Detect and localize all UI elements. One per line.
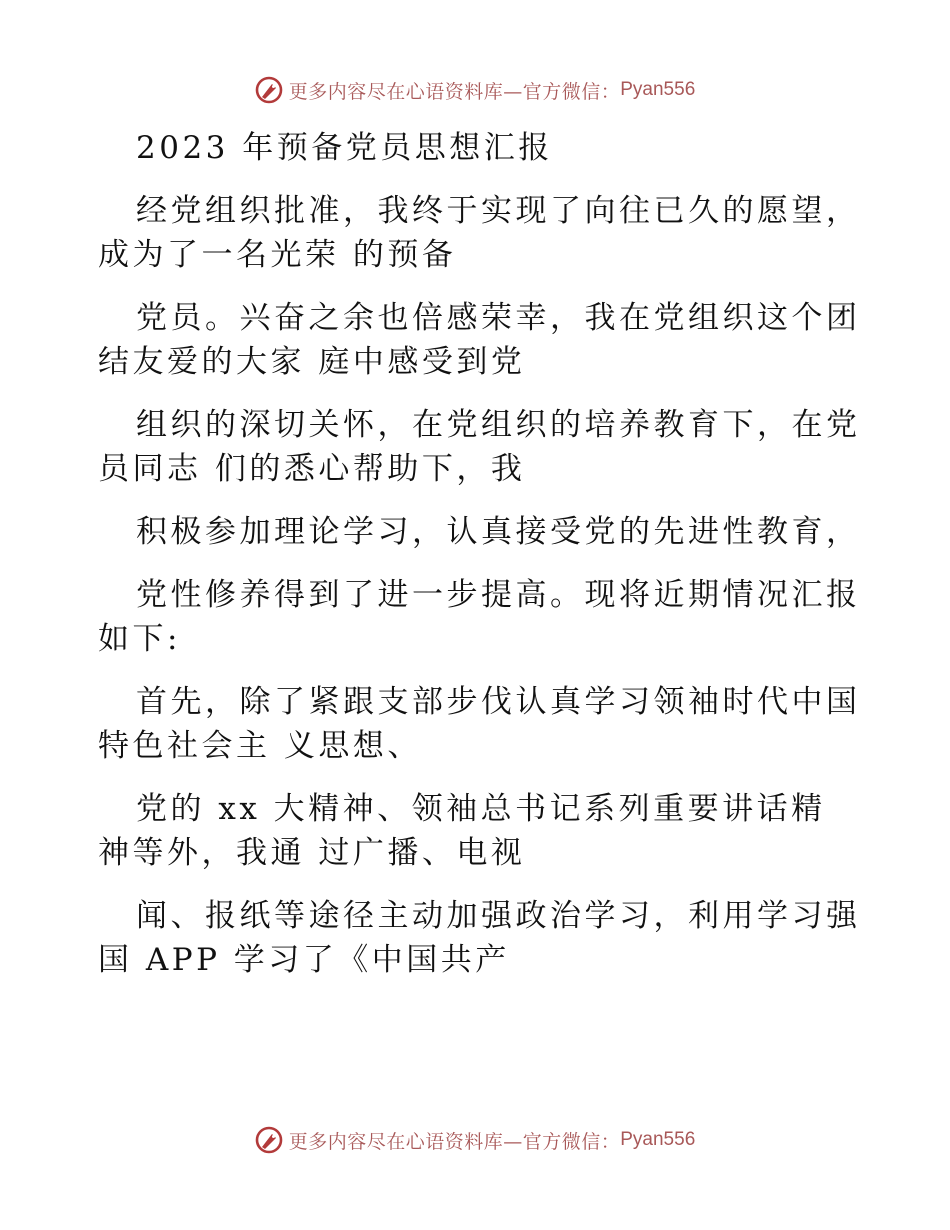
document-body — [98, 126, 861, 982]
paragraph-line: 如下: — [98, 621, 181, 657]
paragraph-line: 员同志 们的悉心帮助下，我 — [98, 451, 526, 487]
paragraph-line: 神等外，我通 过广播、电视 — [98, 835, 526, 871]
header-wechat-id: Pyan556 — [620, 79, 696, 100]
paragraph-line: 首先，除了紧跟支部步伐认真学习领袖时代中国 — [136, 684, 861, 720]
pen-nib-logo-icon — [255, 76, 283, 104]
paragraph-line: 结友爱的大家 庭中感受到党 — [98, 344, 526, 380]
document-title: 2023 年预备党员思想汇报 — [136, 130, 553, 166]
header-watermark-banner — [0, 70, 950, 110]
paragraph-line: 党员。兴奋之余也倍感荣幸，我在党组织这个团 — [136, 300, 861, 336]
pen-nib-logo-icon — [255, 1126, 283, 1154]
paragraph-line: 闻、报纸等途径主动加强政治学习，利用学习强 — [136, 898, 861, 934]
footer-watermark-banner — [0, 1120, 950, 1160]
footer-banner-text: 更多内容尽在心语资料库—官方微信： — [288, 1130, 621, 1153]
header-banner-text: 更多内容尽在心语资料库—官方微信： — [288, 80, 621, 103]
paragraph-line: 组织的深切关怀，在党组织的培养教育下，在党 — [136, 407, 861, 443]
paragraph-line: 经党组织批准，我终于实现了向往已久的愿望， — [136, 193, 861, 229]
paragraph-line: 国 APP 学习了《中国共产 — [98, 942, 510, 978]
paragraph-line: 积极参加理论学习，认真接受党的先进性教育， — [136, 514, 861, 550]
paragraph-line: 党性修养得到了进一步提高。现将近期情况汇报 — [136, 577, 861, 613]
paragraph-line: 成为了一名光荣 的预备 — [98, 237, 457, 273]
paragraph-line: 党的 xx 大精神、领袖总书记系列重要讲话精 — [136, 791, 826, 827]
footer-wechat-id: Pyan556 — [620, 1129, 696, 1150]
paragraph-line: 特色社会主 义思想、 — [98, 728, 422, 764]
